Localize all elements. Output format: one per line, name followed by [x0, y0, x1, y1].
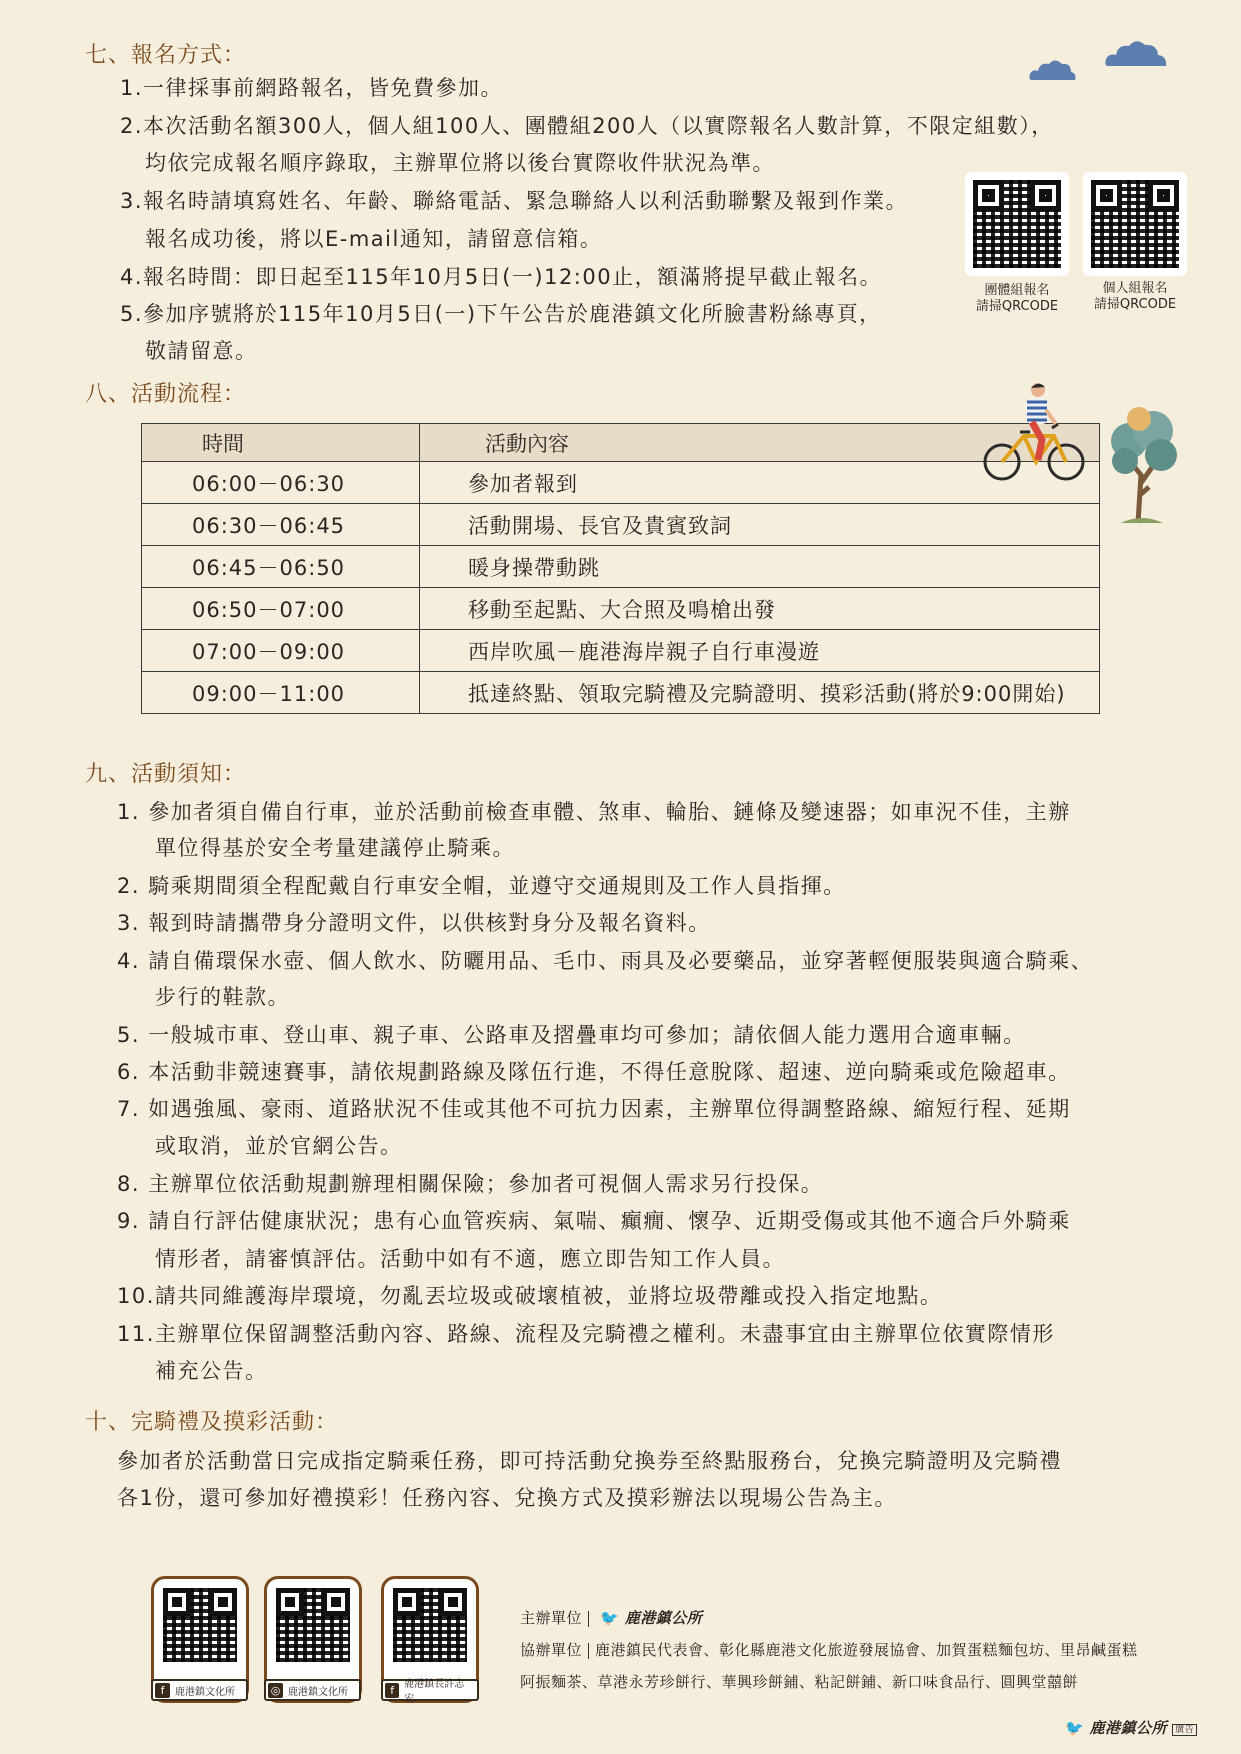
- ad-badge: 廣告: [1172, 1724, 1197, 1736]
- facebook-icon: f: [385, 1683, 399, 1698]
- s10-line: 參加者於活動當日完成指定騎乘任務，即可持活動兌換券至終點服務台，兌換完騎證明及完騎禮: [117, 1449, 1062, 1473]
- host-logo-icon: 🐦: [600, 1609, 620, 1627]
- content-cell: 活動開場、長官及貴賓致詞: [420, 504, 1100, 546]
- co-organizer: [520, 1639, 1138, 1660]
- facebook-icon: f: [155, 1683, 170, 1698]
- s7-line: 3.報名時請填寫姓名、年齡、聯絡電話、緊急聯絡人以利活動聯繫及報到作業。: [120, 189, 909, 213]
- table-row: [142, 630, 1100, 672]
- section-10-title: 十、完騎禮及摸彩活動：: [85, 1410, 339, 1435]
- cloud-icon: [1104, 36, 1170, 68]
- mayor-facebook-tag[interactable]: [381, 1679, 479, 1705]
- table-header-row: [142, 424, 1100, 462]
- individual-registration-qrcode[interactable]: [1083, 172, 1187, 276]
- s10-line: 各1份，還可參加好禮摸彩！任務內容、兌換方式及摸彩辦法以現場公告為主。: [117, 1486, 897, 1510]
- table-row: [142, 462, 1100, 504]
- s9-line: 2. 騎乘期間須全程配戴自行車安全帽，並遵守交通規則及工作人員指揮。: [117, 874, 846, 898]
- instagram-tag[interactable]: [264, 1679, 361, 1701]
- township-logo-icon: 🐦: [1065, 1719, 1085, 1737]
- facebook-tag[interactable]: [151, 1679, 248, 1701]
- co-label: 協辦單位: [520, 1641, 583, 1659]
- co-organizer-list-1: 鹿港鎮民代表會、彰化縣鹿港文化旅遊發展協會、加賀蛋糕麵包坊、里昂鹹蛋糕: [595, 1641, 1138, 1659]
- corner-logo: [1065, 1717, 1197, 1738]
- section-7-title: 七、報名方式：: [85, 43, 247, 68]
- s9-line: 6. 本活動非競速賽事，請依規劃路線及隊伍行進，不得任意脫隊、超速、逆向騎乘或危險超車。: [117, 1060, 1071, 1084]
- s7-line: 均依完成報名順序錄取，主辦單位將以後台實際收件狀況為準。: [145, 151, 775, 175]
- s7-line: 敬請留意。: [145, 339, 258, 363]
- s9-line: 單位得基於安全考量建議停止騎乘。: [155, 836, 515, 860]
- co-organizer-list-2: 阿振麵茶、草港永芳珍餅行、華興珍餅鋪、粘記餅鋪、新口味食品行、圓興堂囍餅: [520, 1673, 1079, 1691]
- s9-line: 3. 報到時請攜帶身分證明文件，以供核對身分及報名資料。: [117, 911, 711, 935]
- s9-line: 或取消，並於官網公告。: [155, 1134, 403, 1158]
- s9-line: 步行的鞋款。: [155, 985, 290, 1009]
- instagram-tag-label: 鹿港鎮文化所: [288, 1686, 348, 1698]
- s7-line: 5.參加序號將於115年10月5日(一)下午公告於鹿港鎮文化所臉書粉絲專頁，: [120, 302, 882, 326]
- section-9-title: 九、活動須知：: [85, 762, 247, 787]
- s9-line: 9. 請自行評估健康狀況；患有心血管疾病、氣喘、癲癇、懷孕、近期受傷或其他不適合戶外騎乘: [117, 1209, 1071, 1233]
- s9-line: 5. 一般城市車、登山車、親子車、公路車及摺疊車均可參加；請依個人能力選用合適車輛。: [117, 1023, 1026, 1047]
- cyclist-illustration: [980, 380, 1088, 485]
- corner-logo-text: 鹿港鎮公所: [1089, 1719, 1167, 1737]
- s9-line: 10.請共同維護海岸環境，勿亂丟垃圾或破壞植被，並將垃圾帶離或投入指定地點。: [117, 1284, 943, 1308]
- time-cell: 07:00－09:00: [142, 630, 420, 672]
- time-cell: 06:50－07:00: [142, 588, 420, 630]
- schedule-table: [141, 423, 1100, 714]
- time-cell: 09:00－11:00: [142, 672, 420, 714]
- mayor-facebook-tag-label: 鹿港鎮長許志宏: [404, 1679, 465, 1705]
- facebook-tag-label: 鹿港鎮文化所: [175, 1686, 235, 1698]
- s9-line: 1. 參加者須自備自行車，並於活動前檢查車體、煞車、輪胎、鏈條及變速器；如車況不佳，主辦: [117, 800, 1071, 824]
- group-qr-caption: 團體組報名 請掃QRCODE: [975, 283, 1059, 314]
- content-cell: 暖身操帶動跳: [420, 546, 1100, 588]
- table-row: [142, 504, 1100, 546]
- time-cell: 06:30－06:45: [142, 504, 420, 546]
- time-cell: 06:45－06:50: [142, 546, 420, 588]
- group-registration-qrcode[interactable]: [965, 172, 1069, 276]
- cloud-icon: [1028, 56, 1078, 82]
- s9-line: 11.主辦單位保留調整活動內容、路線、流程及完騎禮之權利。未盡事宜由主辦單位依實際情形: [117, 1322, 1055, 1346]
- table-row: [142, 588, 1100, 630]
- s9-line: 4. 請自備環保水壺、個人飲水、防曬用品、毛巾、雨具及必要藥品，並穿著輕便服裝與適合騎乘、: [117, 949, 1094, 973]
- individual-qr-caption: 個人組報名 請掃QRCODE: [1093, 281, 1177, 312]
- tree-illustration: [1105, 405, 1180, 525]
- section-8-title: 八、活動流程：: [85, 382, 247, 407]
- host-name: 鹿港鎮公所: [624, 1609, 703, 1627]
- s9-line: 7. 如遇強風、豪雨、道路狀況不佳或其他不可抗力因素，主辦單位得調整路線、縮短行程、延期: [117, 1097, 1071, 1121]
- content-cell: 移動至起點、大合照及鳴槍出發: [420, 588, 1100, 630]
- column-header-content: 活動內容: [420, 424, 1100, 462]
- host-organizer: [520, 1607, 702, 1628]
- host-label: 主辦單位: [520, 1609, 583, 1627]
- s7-line: 2.本次活動名額300人，個人組100人、團體組200人（以實際報名人數計算，不限定組數），: [120, 114, 1054, 138]
- s7-line: 報名成功後，將以E-mail通知，請留意信箱。: [145, 227, 603, 251]
- time-cell: 06:00－06:30: [142, 462, 420, 504]
- table-row: [142, 672, 1100, 714]
- s9-line: 8. 主辦單位依活動規劃辦理相關保險；參加者可視個人需求另行投保。: [117, 1172, 824, 1196]
- column-header-time: 時間: [142, 424, 420, 462]
- instagram-icon: ◎: [268, 1683, 283, 1698]
- table-row: [142, 546, 1100, 588]
- content-cell: 西岸吹風－鹿港海岸親子自行車漫遊: [420, 630, 1100, 672]
- content-cell: 參加者報到: [420, 462, 1100, 504]
- s7-line: 1.一律採事前網路報名，皆免費參加。: [120, 76, 504, 100]
- s7-line: 4.報名時間：即日起至115年10月5日(一)12:00止，額滿將提早截止報名。: [120, 265, 883, 289]
- s9-line: 情形者，請審慎評估。活動中如有不適，應立即告知工作人員。: [155, 1247, 785, 1271]
- s9-line: 補充公告。: [155, 1359, 268, 1383]
- content-cell: 抵達終點、領取完騎禮及完騎證明、摸彩活動(將於9:00開始): [420, 672, 1100, 714]
